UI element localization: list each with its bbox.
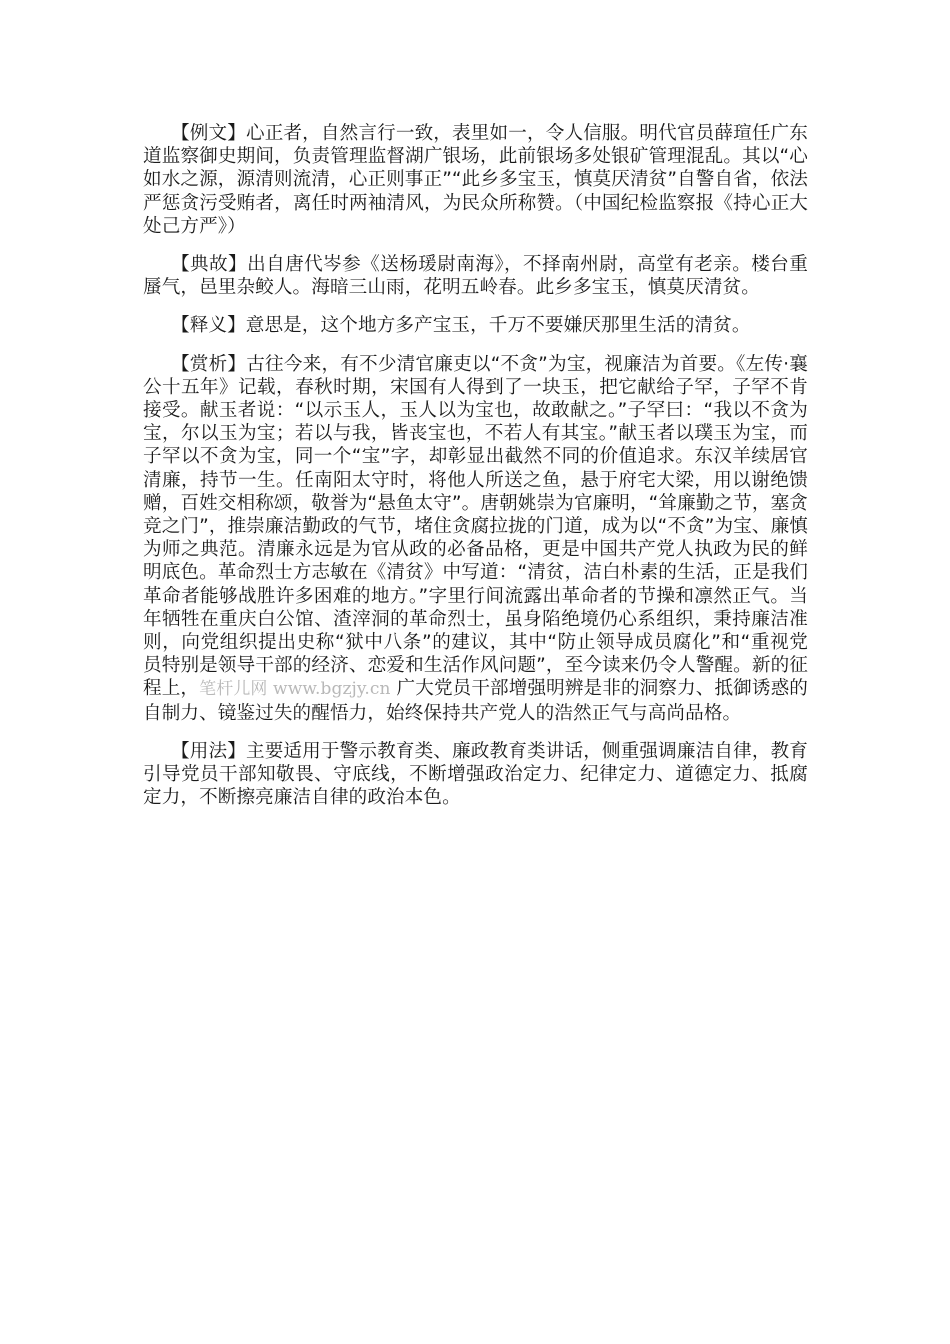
paragraph-allusion — [143, 253, 808, 299]
section-tag-example: 【例文】 — [171, 123, 246, 144]
document-body — [143, 122, 808, 824]
section-tag-meaning: 【释义】 — [171, 315, 246, 337]
paragraph-text-after: 广大党员干部增强明辨是非的洞察力、抵御诱惑的自制力、镜鉴过失的醒悟力，始终保持共产党人的浩然正气与高尚品格。 — [143, 678, 808, 724]
paragraph-text: 心正者，自然言行一致，表里如一，令人信服。明代官员薛瑄任广东道监察御史期间，负责管理监督湖广银场，此前银场多处银矿管理混乱。其以“心如水之源，源清则流清，心正则事正”“此乡多宝玉，慎莫厌清贫”自警自省，依法严惩贪污受贿者，离任时两袖清风，为民众所称赞。（中国纪检监察报《持心正大 处己方严》） — [143, 123, 808, 237]
watermark: 笔杆儿网 www.bgzjy.cn — [199, 679, 391, 700]
paragraph-example — [143, 122, 808, 238]
paragraph-text: 古往今来，有不少清官廉吏以“不贪”为宝，视廉洁为首要。《左传·襄公十五年》记载，春秋时期，宋国有人得到了一块玉，把它献给子罕，子罕不肯接受。献玉者说：“以示玉人，玉人以为宝也，故敢献之。”子罕曰：“我以不贪为宝，尔以玉为宝；若以与我，皆丧宝也，不若人有其宝。”献玉者以璞玉为宝，而子罕以不贪为宝，同一个“宝”字，却彰显出截然不同的价值追求。东汉羊续居官清廉，持节一生。任南阳太守时，将他人所送之鱼，悬于府宅大梁，用以谢绝馈赠，百姓交相称颂，敬誉为“悬鱼太守”。唐朝姚崇为官廉明，“耸廉勤之节，塞贪竞之门”，推崇廉洁勤政的气节，堵住贪腐拉拢的门道，成为以“不贪”为宝、廉慎为师之典范。清廉永远是为官从政的必备品格，更是中国共产党人执政为民的鲜明底色。革命烈士方志敏在《清贫》中写道：“清贫，洁白朴素的生活，正是我们革命者能够战胜许多困难的地方。”字里行间流露出革命者的节操和凛然正气。当年牺牲在重庆白公馆、渣滓洞的革命烈士，虽身陷绝境仍心系组织，秉持廉洁准则，向党组织提出史称“狱中八条”的建议，其中“防止领导成员腐化”和“重视党员特别是领导干部的经济、恋爱和生活作风问题”，至今读来仍令人警醒。新的征程上， — [143, 353, 809, 700]
paragraph-text: 主要适用于警示教育类、廉政教育类讲话，侧重强调廉洁自律，教育引导党员干部知敬畏、守底线，不断增强政治定力、纪律定力、道德定力、抵腐定力，不断擦亮廉洁自律的政治本色。 — [143, 740, 808, 809]
section-tag-allusion: 【典故】 — [171, 254, 248, 276]
section-tag-usage: 【用法】 — [171, 740, 246, 762]
paragraph-text: 出自唐代岑参《送杨瑗尉南海》，不择南州尉，高堂有老亲。楼台重蜃气，邑里杂鲛人。海暗三山雨，花明五岭春。此乡多宝玉，慎莫厌清贫。 — [143, 254, 808, 299]
paragraph-text: 意思是，这个地方多产宝玉，千万不要嫌厌那里生活的清贫。 — [245, 315, 751, 337]
section-tag-analysis: 【赏析】 — [171, 353, 247, 375]
paragraph-analysis — [143, 353, 808, 725]
paragraph-usage — [143, 740, 808, 810]
paragraph-meaning — [143, 314, 808, 337]
